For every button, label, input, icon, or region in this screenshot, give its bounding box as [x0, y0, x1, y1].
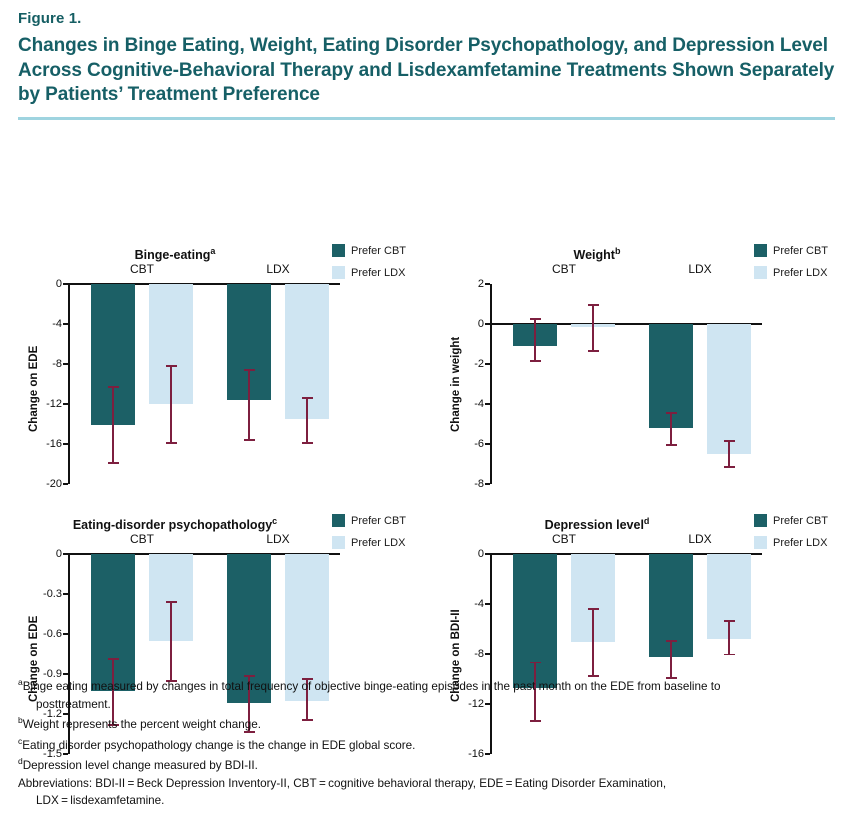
- y-tick-mark: [63, 483, 68, 484]
- chart-panel-binge-eating: [10, 244, 430, 514]
- error-cap-bottom: [108, 462, 119, 464]
- chart-legend-depression-level: [754, 514, 846, 558]
- error-cap-top: [588, 608, 599, 610]
- legend-label-ldx: Prefer LDX: [351, 536, 406, 549]
- legend-swatch-cbt: [332, 244, 345, 257]
- y-tick-mark: [63, 633, 68, 634]
- legend-swatch-cbt: [754, 244, 767, 257]
- error-bar: [728, 620, 730, 655]
- note-d: $^d$Depression level change measured by BDI-II.: [18, 756, 258, 772]
- y-tick-label: -4: [52, 318, 62, 331]
- y-tick-mark: [63, 593, 68, 594]
- error-bar: [670, 412, 672, 446]
- chart-legend-eating-disorder-psychopathology: [332, 514, 424, 558]
- y-tick-label: 0: [55, 548, 62, 561]
- chart-title-superscript: d: [643, 516, 650, 527]
- error-cap-bottom: [530, 360, 541, 362]
- figure-notes: [18, 676, 835, 811]
- note-c: $^c$Eating disorder psychopathology change is the change in EDE global score.: [18, 735, 416, 752]
- y-tick-label: -2: [474, 358, 484, 371]
- group-label-ldx: LDX: [266, 262, 290, 277]
- legend-item-cbt: [754, 514, 846, 527]
- chart-panel-weight: [432, 244, 852, 514]
- error-cap-top: [108, 658, 119, 660]
- y-tick-mark: [63, 323, 68, 324]
- chart-legend-binge-eating: [332, 244, 424, 288]
- error-bar: [534, 318, 536, 362]
- y-tick-label: -0.3: [43, 588, 62, 601]
- y-tick-label: -8: [52, 358, 62, 371]
- chart-title-superscript: c: [272, 516, 278, 527]
- header-divider: [18, 117, 835, 120]
- error-cap-top: [666, 412, 677, 414]
- error-cap-top: [302, 397, 313, 399]
- error-cap-top: [724, 440, 735, 442]
- y-axis-label-depression-level: Change on BDI-II: [450, 609, 462, 703]
- error-bar: [728, 440, 730, 468]
- chart-title-weight: Weight$^b$: [573, 246, 621, 263]
- y-axis-label-eating-disorder-psychopathology: Change on EDE: [28, 615, 40, 703]
- group-label-ldx: LDX: [266, 532, 290, 547]
- note-abbreviations: Abbreviations: BDI-II = Beck Depression Inventory-II, CBT = cognitive behavioral therapy, EDE = Eating Disorder Examination,: [18, 776, 667, 790]
- y-tick-mark: [485, 483, 490, 484]
- y-tick-label: -8: [474, 478, 484, 491]
- y-axis-label-weight: Change in weight: [450, 336, 462, 433]
- legend-swatch-ldx: [754, 536, 767, 549]
- y-axis-line: [68, 284, 70, 484]
- y-axis-label-binge-eating: Change on EDE: [28, 345, 40, 433]
- error-bar: [170, 601, 172, 682]
- y-tick-label: -16: [46, 438, 62, 451]
- error-bar: [592, 304, 594, 352]
- group-label-cbt: CBT: [552, 262, 576, 277]
- plot-area-weight: [450, 262, 762, 491]
- note-b: $^b$Weight represents the percent weight change.: [18, 715, 261, 731]
- error-cap-bottom: [166, 442, 177, 444]
- chart-title-eating-disorder-psychopathology: Eating-disorder psychopathology$^c$: [72, 516, 278, 533]
- error-cap-top: [530, 662, 541, 664]
- chart-title-binge-eating: Binge-eating$^a$: [134, 246, 216, 263]
- figure-number: Figure 1.: [18, 10, 82, 27]
- error-cap-top: [166, 601, 177, 603]
- group-label-cbt: CBT: [130, 532, 154, 547]
- y-tick-mark: [63, 443, 68, 444]
- note-a-cont: posttreatment.: [36, 697, 111, 711]
- legend-label-cbt: Prefer CBT: [351, 514, 407, 527]
- legend-item-ldx: [332, 266, 424, 279]
- legend-item-ldx: [754, 536, 846, 549]
- legend-swatch-ldx: [332, 536, 345, 549]
- y-tick-mark: [485, 283, 490, 284]
- legend-item-cbt: [332, 514, 424, 527]
- y-tick-label: -1.5: [43, 748, 62, 761]
- figure-title: Changes in Binge Eating, Weight, Eating Disorder Psychopathology, and Depression Level Across Cognitive-Behavioral Therapy and Lisdexamfetamine Treatments Shown Separately by Patients’ Treatment Preference: [18, 35, 835, 106]
- error-cap-bottom: [244, 439, 255, 441]
- error-bar: [170, 365, 172, 444]
- legend-label-ldx: Prefer LDX: [773, 536, 828, 549]
- figure-header: [0, 0, 853, 108]
- y-tick-label: -1.2: [43, 708, 62, 721]
- error-cap-top: [108, 386, 119, 388]
- error-cap-bottom: [666, 444, 677, 446]
- y-tick-mark: [485, 653, 490, 654]
- chart-title-superscript: b: [614, 246, 621, 257]
- legend-item-ldx: [754, 266, 846, 279]
- group-label-ldx: LDX: [688, 262, 712, 277]
- group-label-cbt: CBT: [552, 532, 576, 547]
- y-tick-label: 0: [477, 548, 484, 561]
- y-tick-mark: [63, 673, 68, 674]
- error-cap-top: [724, 620, 735, 622]
- y-tick-mark: [63, 403, 68, 404]
- error-cap-bottom: [724, 466, 735, 468]
- group-label-cbt: CBT: [130, 262, 154, 277]
- error-cap-bottom: [302, 442, 313, 444]
- y-tick-label: -12: [46, 398, 62, 411]
- y-tick-label: -20: [46, 478, 62, 491]
- group-label-ldx: LDX: [688, 532, 712, 547]
- y-tick-label: -0.6: [43, 628, 62, 641]
- chart-title-depression-level: Depression level$^d$: [544, 516, 650, 533]
- y-tick-mark: [485, 363, 490, 364]
- legend-item-cbt: [754, 244, 846, 257]
- legend-label-cbt: Prefer CBT: [773, 244, 829, 257]
- y-tick-label: 0: [55, 278, 62, 291]
- y-tick-label: -12: [468, 698, 484, 711]
- y-tick-mark: [63, 363, 68, 364]
- legend-swatch-ldx: [332, 266, 345, 279]
- bar-weight-ldx-prefer-ldx: [707, 324, 751, 454]
- error-bar: [112, 386, 114, 464]
- error-cap-bottom: [724, 654, 735, 656]
- y-tick-label: -0.9: [43, 668, 62, 681]
- y-tick-label: 2: [477, 278, 484, 291]
- chart-legend-weight: [754, 244, 846, 288]
- note-a: $^a$Binge eating measured by changes in total frequency of objective binge-eating episodes in the past month on the EDE from baseline to: [18, 677, 721, 693]
- error-cap-top: [166, 365, 177, 367]
- error-bar: [592, 608, 594, 677]
- error-cap-top: [588, 304, 599, 306]
- y-tick-mark: [485, 603, 490, 604]
- legend-label-ldx: Prefer LDX: [351, 266, 406, 279]
- y-tick-label: 0: [477, 318, 484, 331]
- y-tick-label: -6: [474, 438, 484, 451]
- legend-item-ldx: [332, 536, 424, 549]
- error-cap-top: [666, 640, 677, 642]
- y-tick-label: -4: [474, 598, 484, 611]
- legend-label-cbt: Prefer CBT: [351, 244, 407, 257]
- legend-swatch-ldx: [754, 266, 767, 279]
- error-cap-top: [244, 369, 255, 371]
- error-cap-top: [530, 318, 541, 320]
- y-axis-line: [490, 284, 492, 484]
- y-tick-label: -4: [474, 398, 484, 411]
- y-tick-label: -8: [474, 648, 484, 661]
- y-tick-mark: [485, 403, 490, 404]
- error-bar: [306, 397, 308, 444]
- legend-label-cbt: Prefer CBT: [773, 514, 829, 527]
- error-cap-bottom: [588, 350, 599, 352]
- y-tick-mark: [485, 443, 490, 444]
- y-tick-label: -16: [468, 748, 484, 761]
- legend-swatch-cbt: [332, 514, 345, 527]
- error-bar: [248, 369, 250, 441]
- chart-title-superscript: a: [210, 246, 216, 257]
- note-abbreviations-cont: LDX = lisdexamfetamine.: [36, 794, 165, 808]
- legend-swatch-cbt: [754, 514, 767, 527]
- legend-item-cbt: [332, 244, 424, 257]
- legend-label-ldx: Prefer LDX: [773, 266, 828, 279]
- error-bar: [670, 640, 672, 679]
- plot-area-binge-eating: [28, 262, 340, 491]
